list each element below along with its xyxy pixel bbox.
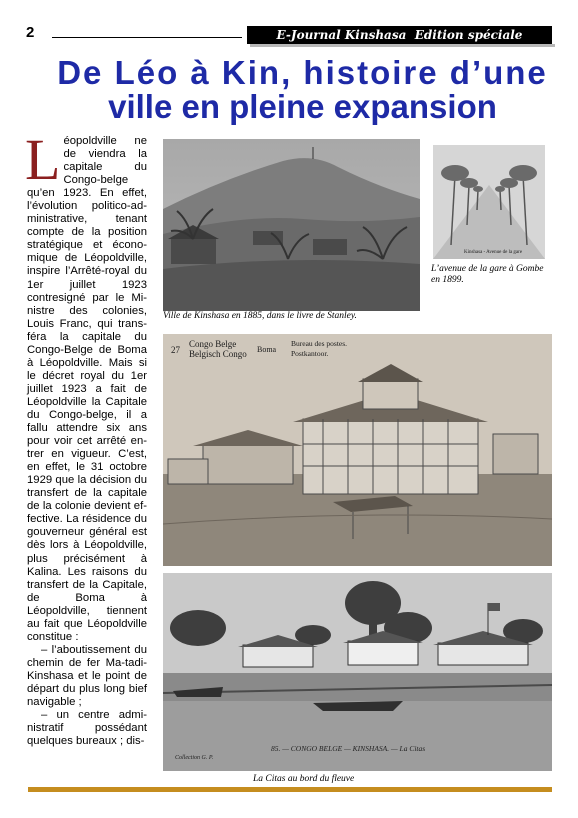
postcard-line-2: Belgisch Congo bbox=[189, 349, 247, 359]
postcard-sub-1: Bureau des postes. bbox=[291, 339, 348, 348]
postcard-place: Boma bbox=[257, 345, 277, 354]
title-line-2: ville en pleine expansion bbox=[108, 88, 497, 125]
gombe-photo-small-print: Kinshasa - Avenue de la gare bbox=[463, 250, 523, 255]
header-banner-shadow bbox=[250, 44, 555, 47]
article-body bbox=[25, 127, 147, 748]
stanley-1885-engraving bbox=[163, 139, 420, 311]
stanley-1885-caption: Ville de Kinshasa en 1885, dans le livre de Stanley. bbox=[163, 311, 357, 321]
page-number: 2 bbox=[26, 24, 35, 41]
title-line-1: De Léo à Kin, histoire d’une bbox=[57, 54, 548, 91]
citas-collection-mark: Collection G. P. bbox=[175, 755, 214, 761]
drop-cap: L bbox=[25, 127, 61, 192]
postcard-sub-2: Postkantoor. bbox=[291, 349, 329, 358]
la-citas-riverside-photo bbox=[163, 573, 552, 771]
postcard-line-1: Congo Belge bbox=[189, 339, 237, 349]
postcard-number: 27 bbox=[171, 345, 180, 355]
article-list-item-railway: – l’aboutissement du chemin de fer Ma-tadi-Kinshasa et le point de départ du plus long bief navigable ; bbox=[27, 643, 147, 709]
header-rule bbox=[52, 37, 242, 38]
gombe-1899-caption: L’avenue de la gare à Gombe en 1899. bbox=[431, 264, 544, 285]
la-citas-caption: La Citas au bord du fleuve bbox=[253, 774, 355, 784]
article-list-item-admin: – un centre admi-nistratif possédant quelques bureaux ; dis- bbox=[27, 709, 147, 748]
citas-printed-label: 85. — CONGO BELGE — KINSHASA. — La Citas bbox=[271, 744, 426, 753]
article-title bbox=[30, 56, 575, 124]
journal-header-banner: E-Journal Kinshasa Edition spéciale bbox=[247, 26, 552, 44]
article-paragraph: éopoldville ne de viendra la capitale du Congo-belge qu’en 1923. En effet, l’évolution politico-ad-ministrative, tenant compte de la position stratégique et écono-mique de Léopoldville, inspire l’Arrêté-royal du 1er juillet 1923 contresigné par le Mi-nistre des colonies, Louis Franc, qui trans-féra la capitale du Congo-Belge de Boma à Léopoldville. Mais si le décret royal du 1er juillet 1923 a fait de Léopoldville la Capitale du Congo-belge, il a fallu attendre six ans pour voir cet arrêté en-trer en vigueur. C’est, en effet, le 31 octobre 1929 que la décision du transfert de la capitale de la colonie devient ef-fective. La résidence du gouverneur général est dès lors à Léopoldville, plus précisément à Kalina. Les raisons du transfert de la Capitale, de Boma à Léopoldville, tiennent au fait que Léopoldville constitue : bbox=[27, 135, 147, 643]
bottom-rule bbox=[28, 787, 552, 792]
boma-post-office-postcard bbox=[163, 334, 552, 566]
gombe-1899-photo bbox=[433, 145, 545, 259]
